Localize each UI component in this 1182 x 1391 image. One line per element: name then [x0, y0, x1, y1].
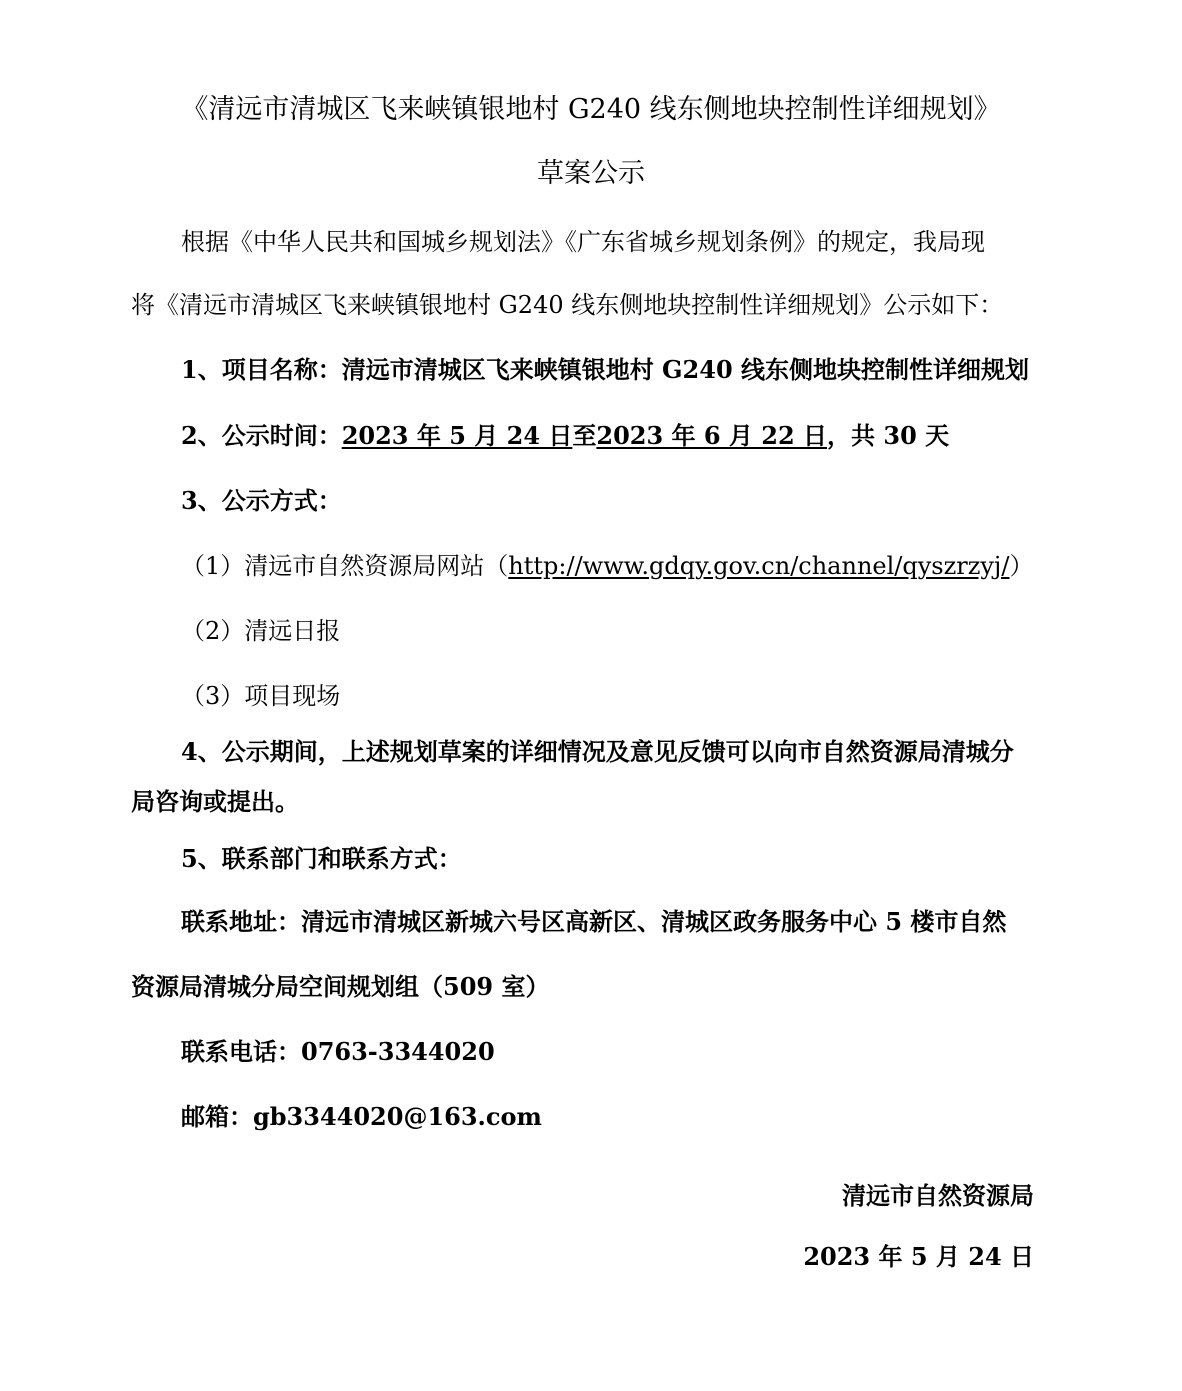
intro-line-2: 将《清远市清城区飞来峡镇银地村 G240 线东侧地块控制性详细规划》公示如下： [131, 291, 1004, 319]
publicity-period-label: 2、公示时间： [181, 421, 342, 450]
issue-date: 2023 年 5 月 24 日 [803, 1242, 1034, 1271]
item-publicity-methods: 3、公示方式： [181, 486, 342, 515]
contact-email: 邮箱：gb3344020@163.com [181, 1102, 542, 1131]
website-link[interactable]: http://www.gdqy.gov.cn/channel/qyszrzyj/ [508, 552, 1010, 580]
item-publicity-period [181, 420, 949, 452]
address-line-2: 资源局清城分局空间规划组（509 室） [131, 972, 550, 1001]
issuer-name: 清远市自然资源局 [842, 1181, 1034, 1210]
document-title: 《清远市清城区飞来峡镇银地村 G240 线东侧地块控制性详细规划》 [181, 94, 1001, 125]
start-date: 2023 年 5 月 24 日 [341, 421, 573, 450]
intro-line-1: 根据《中华人民共和国城乡规划法》《广东省城乡规划条例》的规定，我局现 [181, 228, 985, 256]
item-contact: 5、联系部门和联系方式： [181, 844, 462, 873]
method-newspaper: （2）清远日报 [181, 617, 341, 645]
item-project-name: 1、项目名称：清远市清城区飞来峡镇银地村 G240 线东侧地块控制性详细规划 [181, 355, 1030, 384]
document-subtitle: 草案公示 [537, 158, 645, 189]
date-separator: 至 [572, 421, 597, 450]
duration: ，共 30 天 [827, 421, 950, 450]
contact-phone: 联系电话：0763-3344020 [181, 1037, 495, 1066]
method-website-close: ） [1009, 552, 1034, 580]
method-website-label: （1）清远市自然资源局网站（ [181, 552, 509, 580]
item-feedback-line-2: 局咨询或提出。 [131, 787, 299, 816]
method-site: （3）项目现场 [181, 682, 341, 710]
address-line-1: 联系地址：清远市清城区新城六号区高新区、清城区政务服务中心 5 楼市自然 [181, 907, 1007, 936]
end-date: 2023 年 6 月 22 日 [596, 421, 828, 450]
method-website [181, 550, 1033, 582]
item-feedback-line-1: 4、公示期间，上述规划草案的详细情况及意见反馈可以向市自然资源局清城分 [181, 737, 1014, 766]
